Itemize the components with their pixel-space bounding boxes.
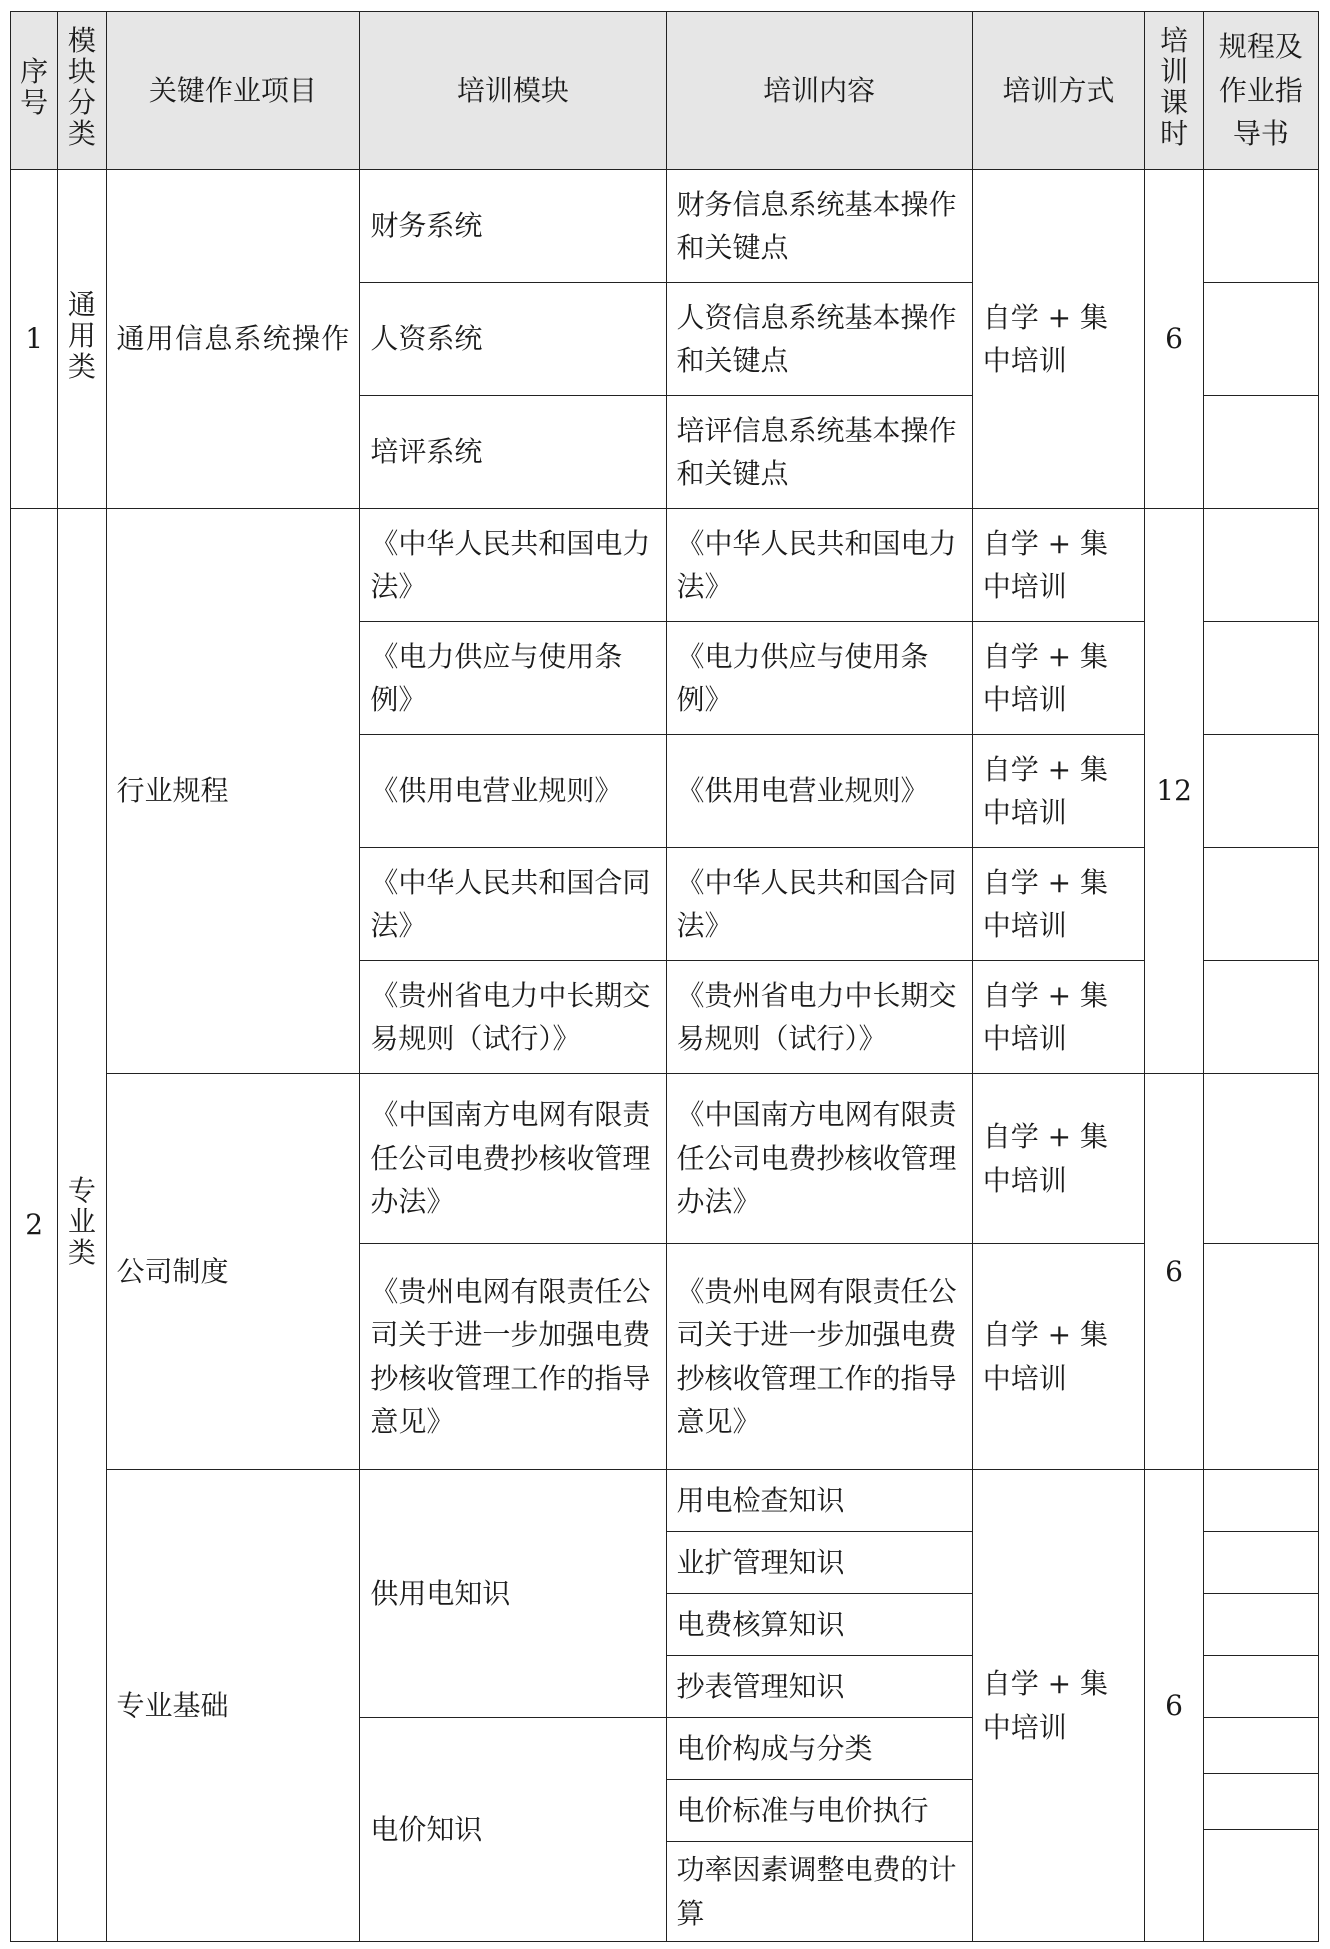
guide-cell [1203, 848, 1318, 961]
training-content-cell: 《中华人民共和国合同法》 [666, 848, 972, 961]
training-method-cell: 自学 + 集中培训 [972, 1074, 1145, 1244]
training-content-cell: 用电检查知识 [666, 1470, 972, 1532]
training-module-cell: 《贵州省电力中长期交易规则（试行）》 [360, 961, 666, 1074]
guide-cell [1203, 509, 1318, 622]
key-item-cell: 行业规程 [106, 509, 360, 1074]
header-training-hours: 培训课时 [1145, 12, 1204, 170]
training-method-cell: 自学 + 集中培训 [972, 735, 1145, 848]
training-content-cell: 《中国南方电网有限责任公司电费抄核收管理办法》 [666, 1074, 972, 1244]
header-guide: 规程及作业指导书 [1203, 12, 1318, 170]
module-type-cell: 通用类 [58, 170, 106, 509]
training-module-cell: 培评系统 [360, 396, 666, 509]
header-seq: 序号 [11, 12, 58, 170]
training-hours-cell: 6 [1145, 1074, 1204, 1470]
guide-cell [1203, 1774, 1318, 1830]
training-content-cell: 《电力供应与使用条例》 [666, 622, 972, 735]
training-hours-cell: 6 [1145, 1470, 1204, 1942]
training-method-cell: 自学 + 集中培训 [972, 1244, 1145, 1470]
training-module-cell: 《供用电营业规则》 [360, 735, 666, 848]
module-type-cell: 专业类 [58, 509, 106, 1942]
training-method-cell: 自学 + 集中培训 [972, 961, 1145, 1074]
training-module-cell: 供用电知识 [360, 1470, 666, 1718]
header-training-module: 培训模块 [360, 12, 666, 170]
training-table [10, 11, 1319, 1942]
training-hours-cell: 12 [1145, 509, 1204, 1074]
guide-cell [1203, 622, 1318, 735]
training-hours-cell: 6 [1145, 170, 1204, 509]
table-row [11, 1470, 1319, 1532]
key-item-cell: 通用信息系统操作 [106, 170, 360, 509]
guide-cell [1203, 1532, 1318, 1594]
key-item-cell: 公司制度 [106, 1074, 360, 1470]
header-training-method: 培训方式 [972, 12, 1145, 170]
guide-cell [1203, 735, 1318, 848]
training-module-cell: 《贵州电网有限责任公司关于进一步加强电费抄核收管理工作的指导意见》 [360, 1244, 666, 1470]
key-item-cell: 专业基础 [106, 1470, 360, 1942]
header-training-content: 培训内容 [666, 12, 972, 170]
training-module-cell: 电价知识 [360, 1718, 666, 1942]
header-key-item: 关键作业项目 [106, 12, 360, 170]
training-content-cell: 电价标准与电价执行 [666, 1780, 972, 1842]
guide-cell [1203, 1244, 1318, 1470]
training-content-cell: 财务信息系统基本操作和关键点 [666, 170, 972, 283]
training-content-cell: 培评信息系统基本操作和关键点 [666, 396, 972, 509]
training-content-cell: 《供用电营业规则》 [666, 735, 972, 848]
training-module-cell: 财务系统 [360, 170, 666, 283]
training-content-cell: 《贵州省电力中长期交易规则（试行）》 [666, 961, 972, 1074]
training-content-cell: 《中华人民共和国电力法》 [666, 509, 972, 622]
training-module-cell: 《电力供应与使用条例》 [360, 622, 666, 735]
training-method-cell: 自学 + 集中培训 [972, 848, 1145, 961]
training-method-cell: 自学 + 集中培训 [972, 622, 1145, 735]
guide-cell [1203, 1830, 1318, 1942]
guide-cell [1203, 1074, 1318, 1244]
training-module-cell: 人资系统 [360, 283, 666, 396]
guide-cell [1203, 961, 1318, 1074]
header-module-type: 模块分类 [58, 12, 106, 170]
seq-cell: 2 [11, 509, 58, 1942]
training-module-cell: 《中华人民共和国合同法》 [360, 848, 666, 961]
guide-cell [1203, 396, 1318, 509]
table-row [11, 509, 1319, 622]
training-method-cell: 自学 + 集中培训 [972, 1470, 1145, 1942]
training-module-cell: 《中华人民共和国电力法》 [360, 509, 666, 622]
table-row [11, 170, 1319, 283]
header-row [11, 12, 1319, 170]
guide-cell [1203, 1718, 1318, 1774]
training-content-cell: 功率因素调整电费的计算 [666, 1842, 972, 1942]
training-method-cell: 自学 + 集中培训 [972, 170, 1145, 509]
guide-cell [1203, 1656, 1318, 1718]
guide-cell [1203, 170, 1318, 283]
training-content-cell: 人资信息系统基本操作和关键点 [666, 283, 972, 396]
training-content-cell: 抄表管理知识 [666, 1656, 972, 1718]
training-content-cell: 电费核算知识 [666, 1594, 972, 1656]
guide-cell [1203, 1594, 1318, 1656]
training-content-cell: 《贵州电网有限责任公司关于进一步加强电费抄核收管理工作的指导意见》 [666, 1244, 972, 1470]
guide-cell [1203, 1470, 1318, 1532]
seq-cell: 1 [11, 170, 58, 509]
guide-cell [1203, 283, 1318, 396]
training-content-cell: 业扩管理知识 [666, 1532, 972, 1594]
training-method-cell: 自学 + 集中培训 [972, 509, 1145, 622]
table-row [11, 1074, 1319, 1244]
training-content-cell: 电价构成与分类 [666, 1718, 972, 1780]
training-module-cell: 《中国南方电网有限责任公司电费抄核收管理办法》 [360, 1074, 666, 1244]
